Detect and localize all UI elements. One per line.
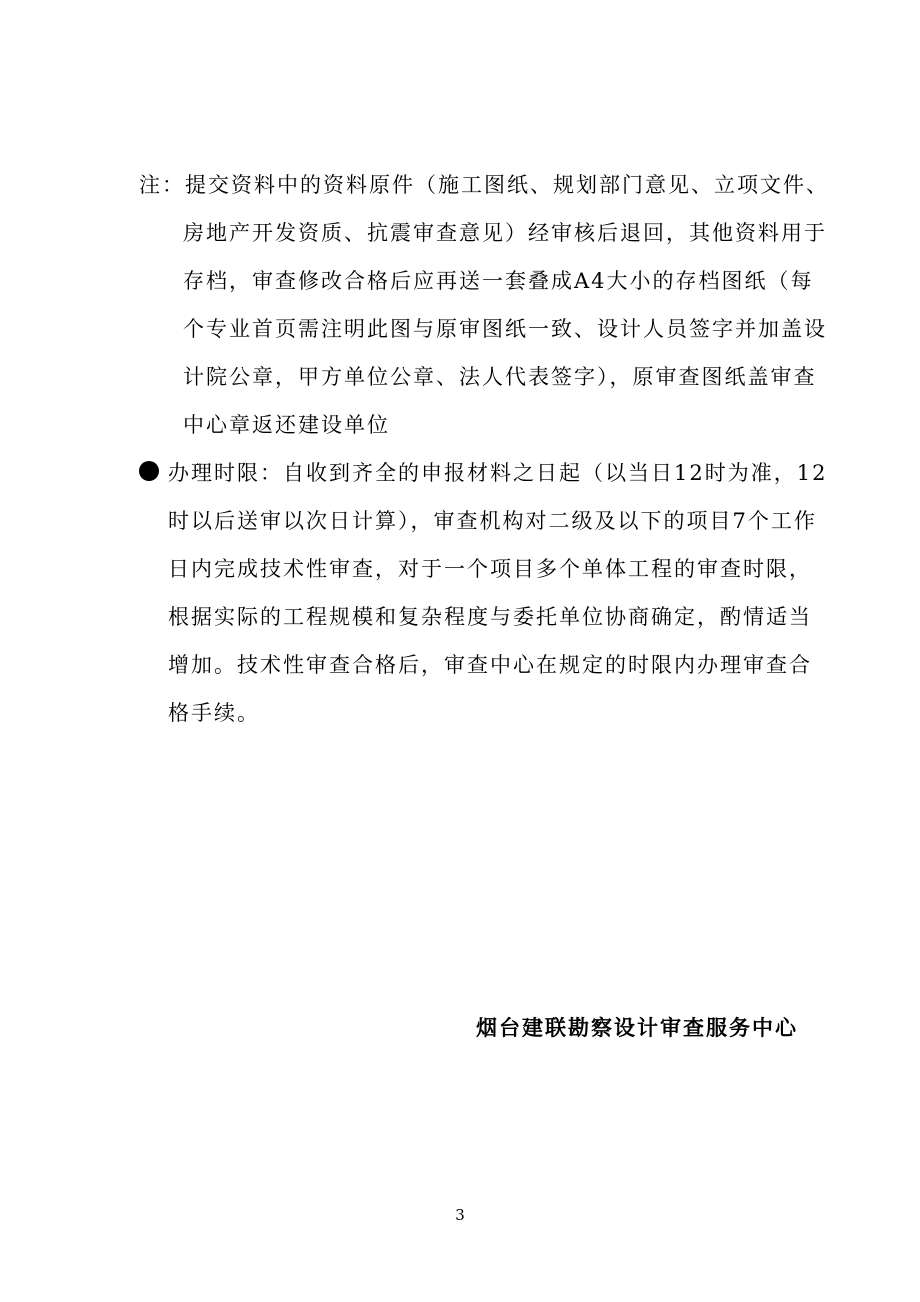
processing-time-line: 办理时限：自收到齐全的申报材料之日起（以当日12时为准，12 (168, 461, 828, 485)
issuer-signature: 烟台建联勘察设计审查服务中心 (476, 1015, 798, 1040)
processing-time-line: 格手续。 (168, 701, 260, 725)
note-line: 个专业首页需注明此图与原审图纸一致、设计人员签字并加盖设 (183, 317, 827, 341)
note-line: 中心章返还建设单位 (183, 413, 390, 437)
note-line: 存档，审查修改合格后应再送一套叠成A4大小的存档图纸（每 (183, 269, 814, 293)
bullet-icon (139, 461, 159, 481)
processing-time-line: 根据实际的工程规模和复杂程度与委托单位协商确定，酌情适当 (168, 605, 812, 629)
processing-time-line: 日内完成技术性审查，对于一个项目多个单体工程的审查时限， (168, 557, 812, 581)
processing-time-line: 增加。技术性审查合格后，审查中心在规定的时限内办理审查合 (168, 653, 812, 677)
processing-time-line: 时以后送审以次日计算），审查机构对二级及以下的项目7个工作 (168, 509, 817, 533)
note-line: 注：提交资料中的资料原件（施工图纸、规划部门意见、立项文件、 (139, 173, 829, 197)
page-number: 3 (455, 1206, 465, 1224)
note-line: 计院公章，甲方单位公章、法人代表签字），原审查图纸盖审查 (183, 365, 817, 389)
note-line: 房地产开发资质、抗震审查意见）经审核后退回，其他资料用于 (183, 221, 827, 245)
